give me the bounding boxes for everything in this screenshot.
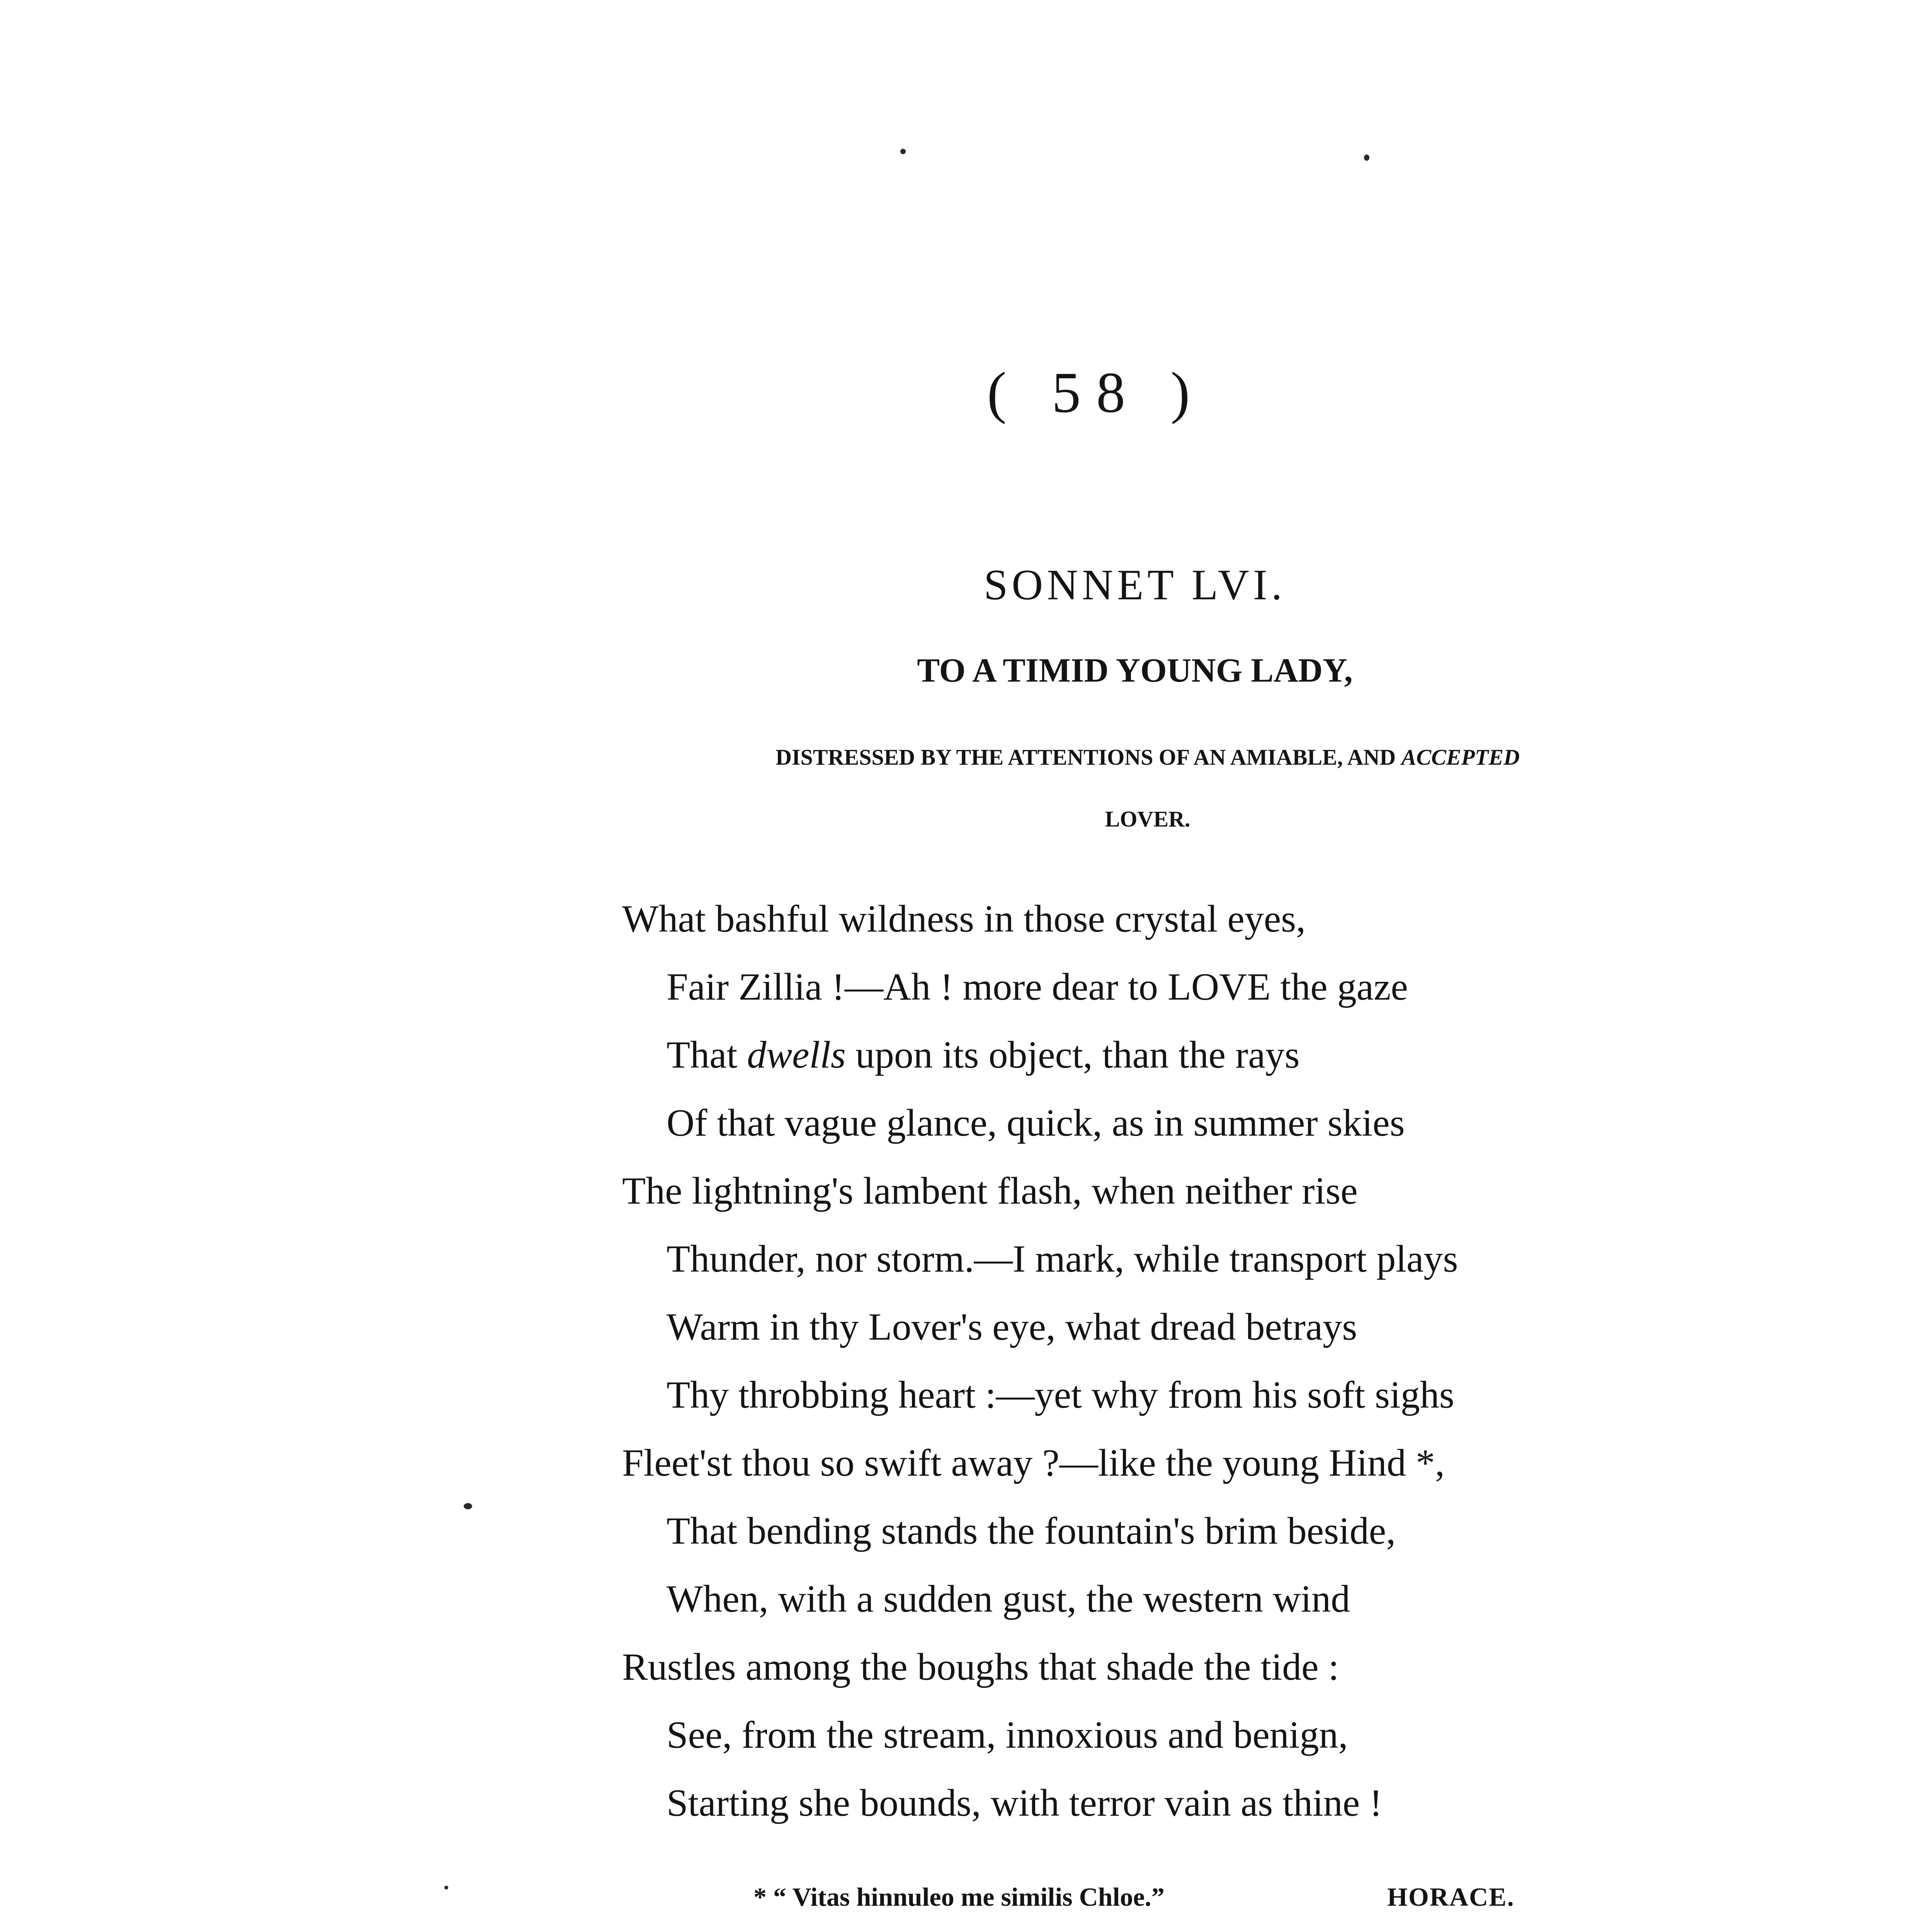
poem-line-13: See, from the stream, innoxious and benign, [667, 1713, 1348, 1756]
page-number: ( 58 ) [987, 361, 1206, 425]
poem-line-6: Thunder, nor storm.—I mark, while transport plays [667, 1237, 1458, 1280]
poem-line-10: That bending stands the fountain's brim beside, [667, 1509, 1396, 1552]
poem-line-9: Fleet'st thou so swift away ?—like the young Hind *, [622, 1441, 1445, 1484]
scan-speck [900, 149, 906, 154]
poem-line-7: Warm in thy Lover's eye, what dread betrays [667, 1305, 1357, 1348]
scan-speck [464, 1503, 472, 1509]
footnote-attribution: HORACE. [1387, 1882, 1515, 1912]
scan-speck [444, 1886, 448, 1889]
sonnet-title: SONNET LVI. [983, 561, 1286, 609]
footnote-quote: * “ Vitas hinnuleo me similis Chloe.” [753, 1882, 1165, 1912]
poem-line-12: Rustles among the boughs that shade the tide : [622, 1645, 1339, 1688]
sonnet-dedication [676, 726, 1619, 850]
sonnet-subtitle: TO A TIMID YOUNG LADY, [917, 652, 1353, 689]
poem-line-11: When, with a sudden gust, the western wind [667, 1577, 1350, 1620]
dedication-emphasis: ACCEPTED [1401, 745, 1520, 770]
poem-line-3-start: That [667, 1033, 747, 1076]
poem-line-1: What bashful wildness in those crystal eyes, [622, 897, 1306, 940]
poem-line-4: Of that vague glance, quick, as in summer skies [667, 1101, 1405, 1144]
dedication-lead: DISTRESSED BY THE ATTENTIONS OF AN AMIABLE, AND [776, 745, 1396, 770]
poem-body [622, 885, 1859, 1837]
scan-speck [1364, 155, 1369, 161]
poem-line-2: Fair Zillia !—Ah ! more dear to LOVE the gaze [667, 965, 1408, 1008]
poem-line-5: The lightning's lambent flash, when neither rise [622, 1169, 1358, 1212]
poem-line-3 [622, 1021, 1859, 1089]
poem-line-8: Thy throbbing heart :—yet why from his soft sighs [667, 1373, 1454, 1416]
poem-line-3-italic: dwells [747, 1033, 846, 1076]
poem-line-14: Starting she bounds, with terror vain as thine ! [667, 1781, 1383, 1824]
dedication-tail: LOVER. [1105, 806, 1190, 832]
poem-line-3-rest: upon its object, than the rays [845, 1033, 1300, 1076]
footnote [753, 1882, 1522, 1912]
